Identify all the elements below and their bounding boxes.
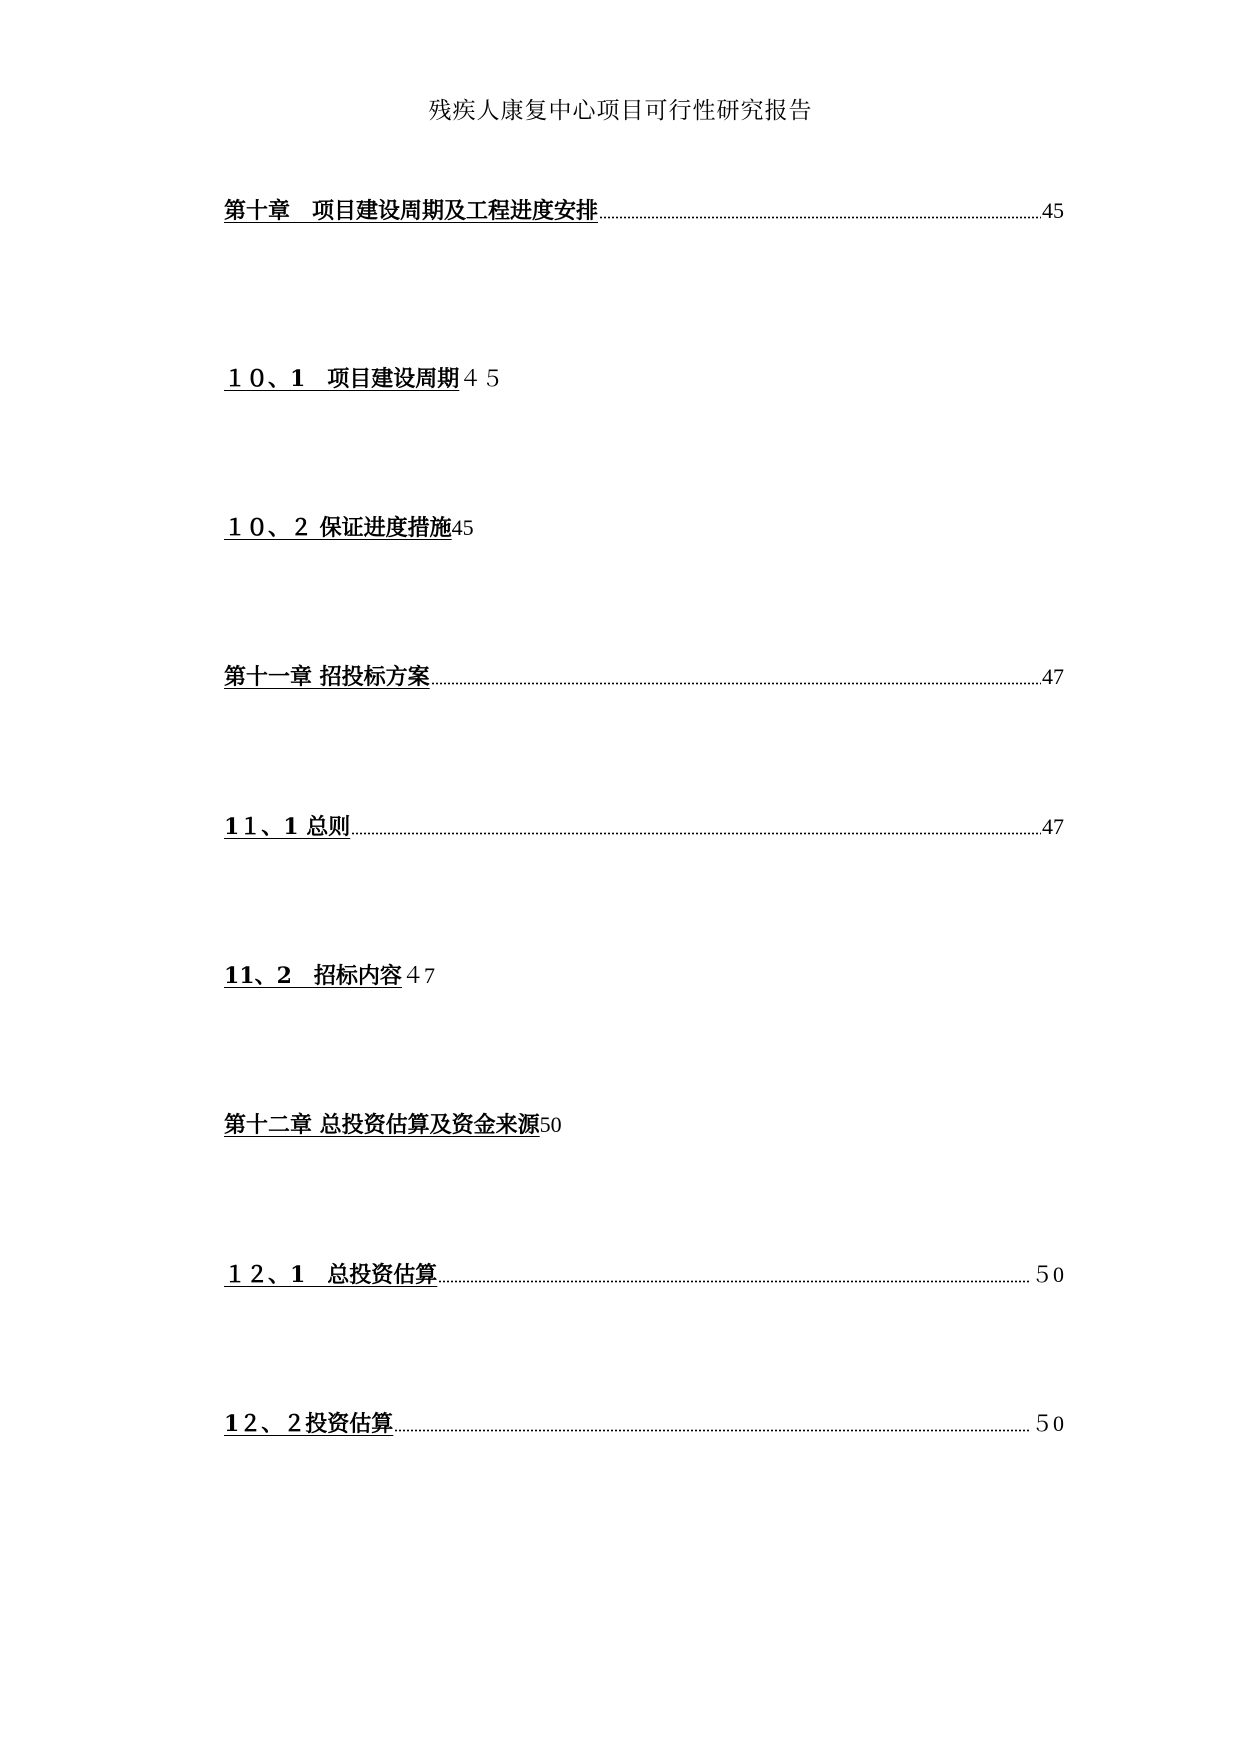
toc-entry-page: ５0 (1030, 1262, 1064, 1287)
toc-entry-page: 50 (539, 1112, 562, 1137)
toc-entry-12-1[interactable] (224, 1260, 1064, 1290)
dot-leader (394, 1429, 1030, 1432)
toc-entry-chapter-10[interactable] (224, 196, 1064, 226)
toc-entry-page: 47 (1042, 814, 1064, 839)
toc-entry-12-2[interactable] (224, 1409, 1064, 1439)
toc-entry-title[interactable]: 第十一章 招投标方案 (224, 664, 430, 690)
toc-entry-page: ５0 (1030, 1411, 1064, 1436)
toc-entry-title[interactable]: １０、２ 保证进度措施 (224, 515, 452, 541)
dot-leader (599, 216, 1041, 219)
toc-entry-title[interactable]: １０、1 项目建设周期 (224, 366, 460, 392)
toc-entry-title[interactable]: 第十章 项目建设周期及工程进度安排 (224, 198, 599, 224)
toc-entry-chapter-11[interactable] (224, 662, 1064, 692)
toc-entry-11-2[interactable] (224, 961, 435, 991)
toc-entry-page: 45 (1042, 198, 1064, 223)
toc-entry-title[interactable]: 1２、２投资估算 (224, 1411, 394, 1437)
toc-entry-page: ４7 (401, 963, 435, 988)
toc-entry-10-1[interactable] (224, 364, 503, 394)
toc-entry-title[interactable]: １２、1 总投资估算 (224, 1262, 438, 1288)
toc-entry-page: 47 (1042, 664, 1064, 689)
toc-entry-title[interactable]: 1１、1 总则 (224, 814, 351, 840)
toc-entry-page: ４５ (459, 366, 504, 391)
toc-entry-11-1[interactable] (224, 812, 1064, 842)
toc-entry-title[interactable]: 第十二章 总投资估算及资金来源 (224, 1112, 540, 1138)
dot-leader (351, 832, 1041, 835)
dot-leader (438, 1280, 1030, 1283)
toc-entry-title[interactable]: 11、2 招标内容 (224, 963, 402, 989)
page-header: 残疾人康复中心项目可行性研究报告 (428, 98, 813, 124)
dot-leader (431, 682, 1041, 685)
toc-entry-chapter-12[interactable] (224, 1110, 562, 1140)
toc-entry-10-2[interactable] (224, 513, 474, 543)
toc-entry-page: 45 (451, 515, 474, 540)
